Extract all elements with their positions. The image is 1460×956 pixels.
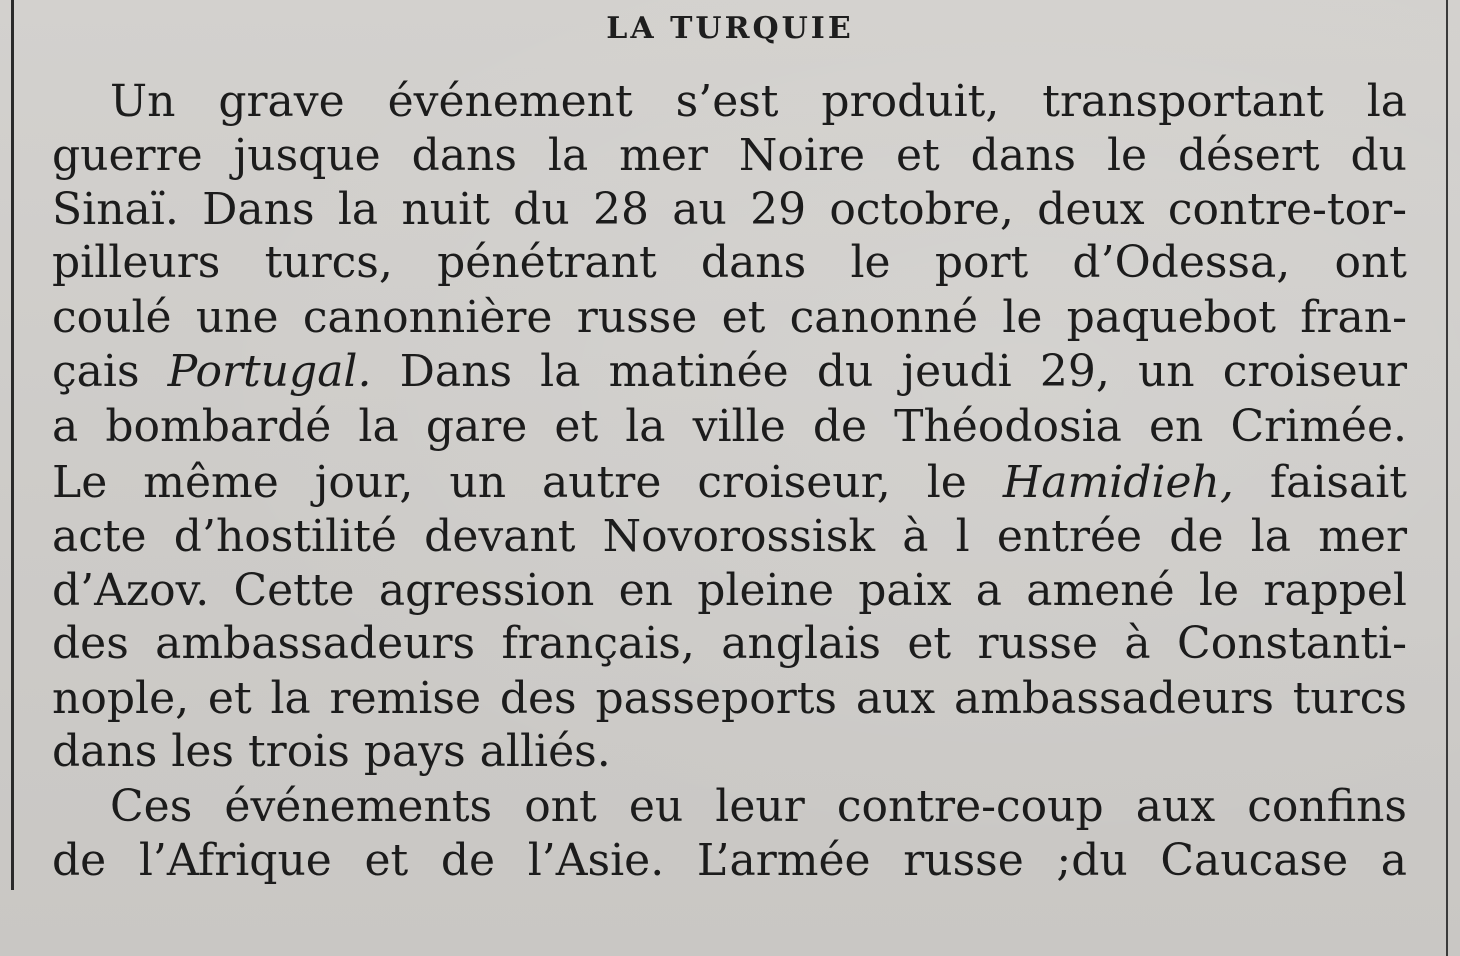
article-heading: LA TURQUIE — [606, 11, 854, 46]
text-line: des ambassadeurs français, anglais et russe à Constanti- — [52, 618, 1407, 669]
ship-name-portugal: Portugal. — [167, 346, 372, 397]
text-line: coulé une canonnière russe et canonné le paquebot fran- — [52, 292, 1407, 343]
column-rule-left — [11, 0, 14, 890]
column-rule-right — [1446, 0, 1448, 956]
text-line: pilleurs turcs, pénétrant dans le port d’Odessa, ont — [52, 237, 1407, 288]
text-line: a bombardé la gare et la ville de Théodosia en Crimée. — [52, 401, 1407, 452]
text-line: dans les trois pays alliés. — [52, 726, 611, 777]
text-line: acte d’hostilité devant Novorossisk à l entrée de la mer — [52, 511, 1407, 562]
text-line: Ces événements ont eu leur contre-coup aux confins — [110, 781, 1407, 832]
text-line: Un grave événement s’est produit, transportant la — [110, 76, 1407, 127]
text-line: de l’Afrique et de l’Asie. L’armée russe ;du Caucase a — [52, 835, 1407, 886]
text-line: çais Portugal. Dans la matinée du jeudi 29, un croiseur — [52, 346, 1407, 397]
text-line: nople, et la remise des passeports aux ambassadeurs turcs — [52, 673, 1407, 724]
text-line: Sinaï. Dans la nuit du 28 au 29 octobre, deux contre-tor- — [52, 184, 1407, 235]
text-line: Le même jour, un autre croiseur, le Hamidieh, faisait — [52, 457, 1407, 508]
text-line: guerre jusque dans la mer Noire et dans le désert du — [52, 130, 1407, 181]
text-line: d’Azov. Cette agression en pleine paix a amené le rappel — [52, 565, 1407, 616]
ship-name-hamidieh: Hamidieh, — [1002, 457, 1234, 508]
